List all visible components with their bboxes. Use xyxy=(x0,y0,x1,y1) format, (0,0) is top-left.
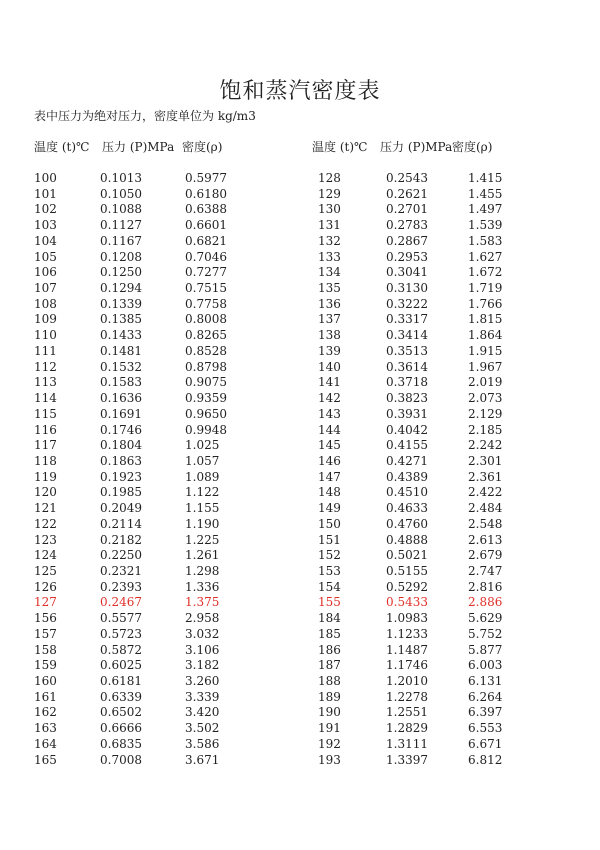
temperature-cell: 134 xyxy=(318,265,341,280)
temperature-cell: 165 xyxy=(34,752,57,767)
density-cell: 1.672 xyxy=(468,265,503,280)
pressure-cell: 0.1050 xyxy=(100,186,142,201)
temperature-cell: 191 xyxy=(318,721,341,736)
pressure-cell: 0.6666 xyxy=(100,721,142,736)
pressure-cell: 0.6835 xyxy=(100,736,142,751)
pressure-cell: 0.1127 xyxy=(100,218,142,233)
temperature-cell: 151 xyxy=(318,532,341,547)
temperature-cell: 131 xyxy=(318,218,341,233)
density-cell: 1.089 xyxy=(185,469,220,484)
temperature-cell: 107 xyxy=(34,281,57,296)
temperature-cell: 186 xyxy=(318,642,341,657)
temperature-cell: 148 xyxy=(318,485,341,500)
density-cell: 0.6388 xyxy=(185,202,227,217)
pressure-cell: 0.3130 xyxy=(386,281,428,296)
pressure-cell: 0.6025 xyxy=(100,658,142,673)
pressure-cell: 0.5021 xyxy=(386,548,428,563)
temperature-cell: 185 xyxy=(318,626,341,641)
pressure-cell: 1.2278 xyxy=(386,689,428,704)
density-cell: 0.7515 xyxy=(185,281,227,296)
density-cell: 0.8798 xyxy=(185,359,227,374)
density-cell: 2.679 xyxy=(468,548,503,563)
density-cell: 1.225 xyxy=(185,532,220,547)
density-cell: 0.6180 xyxy=(185,186,227,201)
pressure-cell: 0.2543 xyxy=(386,171,428,185)
density-cell: 5.877 xyxy=(468,642,503,657)
pressure-cell: 0.5723 xyxy=(100,626,142,641)
density-cell: 3.032 xyxy=(185,626,220,641)
density-cell: 1.967 xyxy=(468,359,503,374)
page-title: 饱和蒸汽密度表 xyxy=(219,79,381,104)
pressure-cell: 0.1339 xyxy=(100,296,142,311)
density-cell: 2.548 xyxy=(468,516,503,531)
temperature-cell: 101 xyxy=(34,186,57,201)
temperature-cell: 103 xyxy=(34,218,57,233)
temperature-cell: 100 xyxy=(34,171,57,185)
temperature-cell: 156 xyxy=(34,611,57,626)
temperature-cell: 187 xyxy=(318,658,341,673)
density-cell: 1.298 xyxy=(185,563,220,578)
temperature-cell: 163 xyxy=(34,721,57,736)
density-cell: 0.6601 xyxy=(185,218,227,233)
pressure-cell: 0.5577 xyxy=(100,611,142,626)
pressure-cell: 0.1385 xyxy=(100,312,142,327)
temperature-cell: 157 xyxy=(34,626,57,641)
pressure-cell: 0.2701 xyxy=(386,202,428,217)
density-cell: 1.025 xyxy=(185,438,220,453)
pressure-cell: 0.1804 xyxy=(100,438,142,453)
temperature-cell: 135 xyxy=(318,281,341,296)
density-cell: 2.747 xyxy=(468,563,503,578)
pressure-cell: 0.4888 xyxy=(386,532,428,547)
density-cell: 1.627 xyxy=(468,249,503,264)
density-cell: 3.420 xyxy=(185,705,220,720)
pressure-cell: 0.2182 xyxy=(100,532,142,547)
density-cell: 2.129 xyxy=(468,406,503,421)
pressure-cell: 0.5872 xyxy=(100,642,142,657)
pressure-cell: 0.1250 xyxy=(100,265,142,280)
temperature-cell: 154 xyxy=(318,579,341,594)
temperature-cell: 123 xyxy=(34,532,57,547)
pressure-cell: 0.1088 xyxy=(100,202,142,217)
pressure-cell: 0.1294 xyxy=(100,281,142,296)
temperature-cell: 130 xyxy=(318,202,341,217)
pressure-cell: 0.3823 xyxy=(386,391,428,406)
temperature-cell: 104 xyxy=(34,233,57,248)
temperature-cell: 138 xyxy=(318,328,341,343)
density-cell: 1.815 xyxy=(468,312,503,327)
density-cell: 3.182 xyxy=(185,658,220,673)
pressure-cell: 0.6181 xyxy=(100,674,142,688)
density-cell: 2.422 xyxy=(468,485,503,500)
density-cell: 0.8008 xyxy=(185,312,227,327)
pressure-cell: 0.1636 xyxy=(100,391,142,406)
temperature-cell: 122 xyxy=(34,516,57,531)
header-pressure: 压力 (P)MPa xyxy=(380,140,453,154)
pressure-cell: 0.1532 xyxy=(100,359,142,374)
temperature-cell: 119 xyxy=(34,469,57,484)
density-cell: 3.339 xyxy=(185,689,220,704)
density-cell: 3.260 xyxy=(185,674,220,688)
pressure-cell: 0.1746 xyxy=(100,422,142,437)
pressure-cell: 0.2114 xyxy=(100,516,142,531)
temperature-cell: 126 xyxy=(34,579,57,594)
pressure-cell: 0.3041 xyxy=(386,265,428,280)
density-cell: 0.9359 xyxy=(185,391,227,406)
density-cell: 3.671 xyxy=(185,752,220,767)
density-cell: 1.719 xyxy=(468,281,503,296)
density-cell: 1.497 xyxy=(468,202,503,217)
pressure-cell: 0.3614 xyxy=(386,359,428,374)
temperature-cell: 127 xyxy=(34,595,57,610)
density-cell: 0.5977 xyxy=(185,171,227,185)
temperature-cell: 164 xyxy=(34,736,57,751)
temperature-cell: 106 xyxy=(34,265,57,280)
temperature-cell: 124 xyxy=(34,548,57,563)
pressure-cell: 0.3718 xyxy=(386,375,428,390)
density-cell: 0.9650 xyxy=(185,406,227,421)
temperature-cell: 132 xyxy=(318,233,341,248)
density-cell: 1.766 xyxy=(468,296,503,311)
temperature-cell: 188 xyxy=(318,674,341,688)
pressure-cell: 0.1691 xyxy=(100,406,142,421)
temperature-cell: 190 xyxy=(318,705,341,720)
pressure-cell: 0.3513 xyxy=(386,343,428,358)
pressure-cell: 0.2621 xyxy=(386,186,428,201)
pressure-cell: 1.1233 xyxy=(386,626,428,641)
pressure-cell: 1.3397 xyxy=(386,752,428,767)
temperature-cell: 159 xyxy=(34,658,57,673)
density-cell: 1.261 xyxy=(185,548,220,563)
temperature-cell: 108 xyxy=(34,296,57,311)
pressure-cell: 0.4760 xyxy=(386,516,428,531)
pressure-cell: 1.3111 xyxy=(386,736,428,751)
pressure-cell: 1.1487 xyxy=(386,642,428,657)
temperature-cell: 102 xyxy=(34,202,57,217)
pressure-cell: 0.1863 xyxy=(100,453,142,468)
density-cell: 1.057 xyxy=(185,453,220,468)
header-temperature: 温度 (t)℃ xyxy=(312,140,368,154)
pressure-cell: 0.1208 xyxy=(100,249,142,264)
density-cell: 3.586 xyxy=(185,736,220,751)
density-cell: 3.106 xyxy=(185,642,220,657)
pressure-cell: 0.4155 xyxy=(386,438,428,453)
density-cell: 6.812 xyxy=(468,752,503,767)
pressure-cell: 1.2551 xyxy=(386,705,428,720)
density-cell: 0.7046 xyxy=(185,249,227,264)
pressure-cell: 0.1923 xyxy=(100,469,142,484)
temperature-cell: 161 xyxy=(34,689,57,704)
pressure-cell: 0.5155 xyxy=(386,563,428,578)
pressure-cell: 0.2049 xyxy=(100,501,142,516)
temperature-cell: 116 xyxy=(34,422,57,437)
density-cell: 0.8528 xyxy=(185,343,227,358)
pressure-cell: 0.1583 xyxy=(100,375,142,390)
temperature-cell: 144 xyxy=(318,422,341,437)
density-cell: 0.6821 xyxy=(185,233,227,248)
pressure-cell: 0.6339 xyxy=(100,689,142,704)
pressure-cell: 1.2010 xyxy=(386,674,428,688)
temperature-cell: 113 xyxy=(34,375,57,390)
temperature-cell: 139 xyxy=(318,343,341,358)
temperature-cell: 117 xyxy=(34,438,57,453)
density-cell: 1.915 xyxy=(468,343,503,358)
pressure-cell: 0.2783 xyxy=(386,218,428,233)
temperature-cell: 111 xyxy=(34,343,57,358)
temperature-cell: 109 xyxy=(34,312,57,327)
temperature-cell: 140 xyxy=(318,359,341,374)
pressure-cell: 0.2321 xyxy=(100,563,142,578)
pressure-cell: 1.0983 xyxy=(386,611,428,626)
temperature-cell: 141 xyxy=(318,375,341,390)
temperature-cell: 114 xyxy=(34,391,57,406)
header-density: 密度(ρ) xyxy=(182,140,223,154)
density-cell: 1.415 xyxy=(468,171,503,185)
density-cell: 0.7277 xyxy=(185,265,227,280)
density-cell: 1.155 xyxy=(185,501,220,516)
density-cell: 0.7758 xyxy=(185,296,227,311)
pressure-cell: 0.2867 xyxy=(386,233,428,248)
density-cell: 6.264 xyxy=(468,689,503,704)
temperature-cell: 155 xyxy=(318,595,341,610)
temperature-cell: 133 xyxy=(318,249,341,264)
density-cell: 3.502 xyxy=(185,721,220,736)
density-cell: 6.397 xyxy=(468,705,503,720)
header-pressure: 压力 (P)MPa xyxy=(102,140,175,154)
temperature-cell: 149 xyxy=(318,501,341,516)
density-cell: 2.361 xyxy=(468,469,503,484)
density-cell: 1.375 xyxy=(185,595,220,610)
pressure-cell: 0.6502 xyxy=(100,705,142,720)
pressure-cell: 0.4389 xyxy=(386,469,428,484)
temperature-cell: 110 xyxy=(34,328,57,343)
density-cell: 1.539 xyxy=(468,218,503,233)
temperature-cell: 193 xyxy=(318,752,341,767)
temperature-cell: 125 xyxy=(34,563,57,578)
temperature-cell: 150 xyxy=(318,516,341,531)
pressure-cell: 0.5433 xyxy=(386,595,428,610)
density-cell: 6.671 xyxy=(468,736,503,751)
density-cell: 1.122 xyxy=(185,485,220,500)
temperature-cell: 146 xyxy=(318,453,341,468)
temperature-cell: 128 xyxy=(318,171,341,185)
density-cell: 1.583 xyxy=(468,233,503,248)
pressure-cell: 0.3931 xyxy=(386,406,428,421)
temperature-cell: 136 xyxy=(318,296,341,311)
pressure-cell: 0.1013 xyxy=(100,171,142,185)
temperature-cell: 158 xyxy=(34,642,57,657)
temperature-cell: 120 xyxy=(34,485,57,500)
pressure-cell: 1.2829 xyxy=(386,721,428,736)
pressure-cell: 0.4510 xyxy=(386,485,428,500)
temperature-cell: 160 xyxy=(34,674,57,688)
temperature-cell: 145 xyxy=(318,438,341,453)
pressure-cell: 1.1746 xyxy=(386,658,428,673)
pressure-cell: 0.1481 xyxy=(100,343,142,358)
density-cell: 2.019 xyxy=(468,375,503,390)
density-cell: 1.455 xyxy=(468,186,503,201)
pressure-cell: 0.3222 xyxy=(386,296,428,311)
density-cell: 6.553 xyxy=(468,721,503,736)
pressure-cell: 0.4633 xyxy=(386,501,428,516)
pressure-cell: 0.2250 xyxy=(100,548,142,563)
temperature-cell: 152 xyxy=(318,548,341,563)
pressure-cell: 0.2393 xyxy=(100,579,142,594)
pressure-cell: 0.1433 xyxy=(100,328,142,343)
density-cell: 1.190 xyxy=(185,516,220,531)
pressure-cell: 0.1167 xyxy=(100,233,142,248)
density-cell: 0.8265 xyxy=(185,328,227,343)
density-cell: 5.752 xyxy=(468,626,503,641)
temperature-cell: 143 xyxy=(318,406,341,421)
unit-note: 表中压力为绝对压力，密度单位为 kg/m3 xyxy=(34,109,256,123)
pressure-cell: 0.3414 xyxy=(386,328,428,343)
density-cell: 2.816 xyxy=(468,579,503,594)
pressure-cell: 0.5292 xyxy=(386,579,428,594)
density-cell: 2.073 xyxy=(468,391,503,406)
density-cell: 5.629 xyxy=(468,611,503,626)
density-cell: 2.301 xyxy=(468,453,503,468)
pressure-cell: 0.2467 xyxy=(100,595,142,610)
pressure-cell: 0.7008 xyxy=(100,752,142,767)
density-cell: 6.003 xyxy=(468,658,503,673)
density-cell: 2.958 xyxy=(185,611,220,626)
pressure-cell: 0.1985 xyxy=(100,485,142,500)
temperature-cell: 118 xyxy=(34,453,57,468)
pressure-cell: 0.4042 xyxy=(386,422,428,437)
temperature-cell: 137 xyxy=(318,312,341,327)
temperature-cell: 115 xyxy=(34,406,57,421)
temperature-cell: 192 xyxy=(318,736,341,751)
density-cell: 0.9075 xyxy=(185,375,227,390)
temperature-cell: 184 xyxy=(318,611,341,626)
pressure-cell: 0.2953 xyxy=(386,249,428,264)
density-cell: 1.336 xyxy=(185,579,220,594)
temperature-cell: 189 xyxy=(318,689,341,704)
density-cell: 1.864 xyxy=(468,328,503,343)
header-density: 密度(ρ) xyxy=(452,140,493,154)
temperature-cell: 142 xyxy=(318,391,341,406)
temperature-cell: 153 xyxy=(318,563,341,578)
temperature-cell: 162 xyxy=(34,705,57,720)
density-cell: 2.185 xyxy=(468,422,503,437)
pressure-cell: 0.4271 xyxy=(386,453,428,468)
header-temperature: 温度 (t)℃ xyxy=(34,140,90,154)
temperature-cell: 105 xyxy=(34,249,57,264)
density-cell: 2.242 xyxy=(468,438,503,453)
density-cell: 2.484 xyxy=(468,501,503,516)
temperature-cell: 121 xyxy=(34,501,57,516)
density-cell: 0.9948 xyxy=(185,422,227,437)
temperature-cell: 147 xyxy=(318,469,341,484)
temperature-cell: 129 xyxy=(318,186,341,201)
density-cell: 2.886 xyxy=(468,595,503,610)
temperature-cell: 112 xyxy=(34,359,57,374)
density-cell: 2.613 xyxy=(468,532,503,547)
pressure-cell: 0.3317 xyxy=(386,312,428,327)
density-cell: 6.131 xyxy=(468,674,503,688)
